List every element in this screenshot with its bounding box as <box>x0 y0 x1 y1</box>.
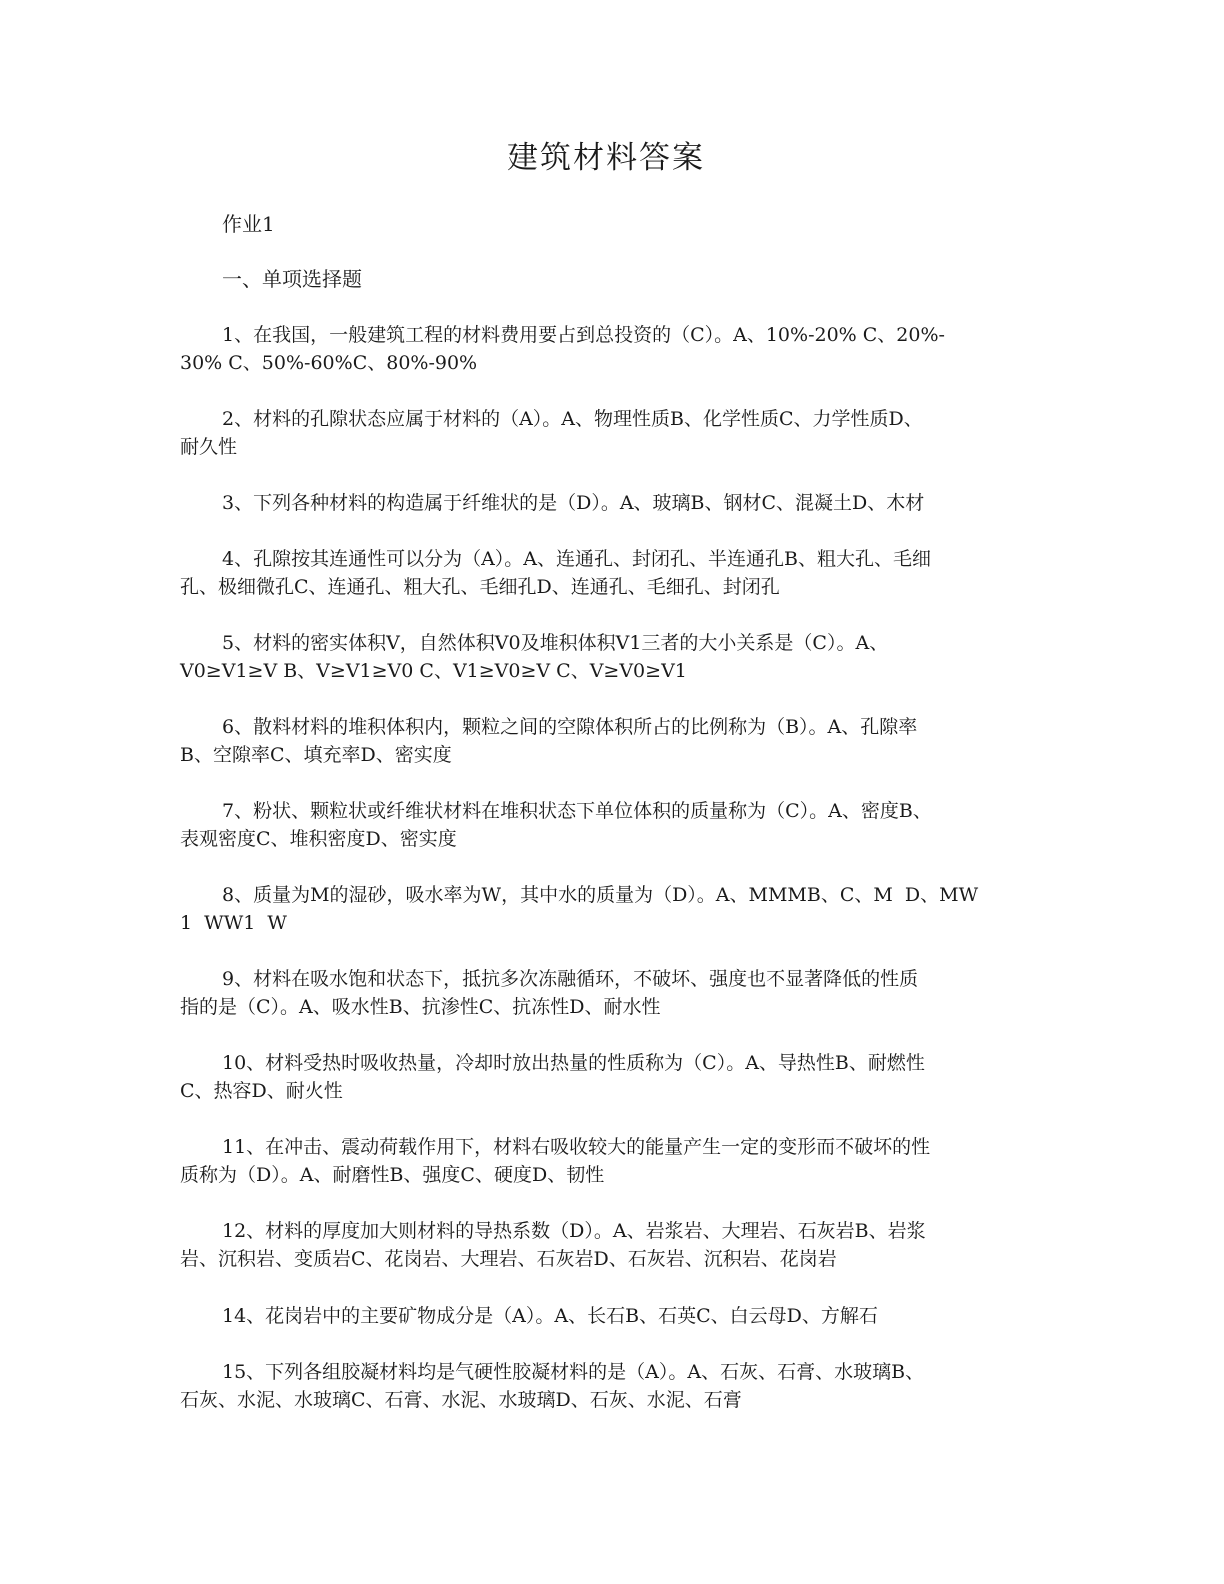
document-title: 建筑材料答案 <box>507 140 705 176</box>
question-6: 6、散料材料的堆积体积内，颗粒之间的空隙体积所占的比例称为（B）。A、孔隙率 B、空隙率C、填充率D、密实度 <box>180 716 918 766</box>
question-8: 8、质量为M的湿砂，吸水率为W，其中水的质量为（D）。A、MMMB、C、M D、MW 1 WW1 W <box>180 884 979 934</box>
section-heading: 一、单项选择题 <box>222 267 362 291</box>
question-2: 2、材料的孔隙状态应属于材料的（A）。A、物理性质B、化学性质C、力学性质D、 耐久性 <box>180 408 923 458</box>
question-14: 14、花岗岩中的主要矿物成分是（A）。A、长石B、石英C、白云母D、方解石 <box>222 1305 878 1327</box>
question-1: 1、在我国，一般建筑工程的材料费用要占到总投资的（C）。A、10%-20% C、20%- 30% C、50%-60%C、80%-90% <box>180 324 945 374</box>
assignment-heading: 作业1 <box>222 212 275 236</box>
question-4: 4、孔隙按其连通性可以分为（A）。A、连通孔、封闭孔、半连通孔B、粗大孔、毛细 孔、极细微孔C、连通孔、粗大孔、毛细孔D、连通孔、毛细孔、封闭孔 <box>180 548 931 598</box>
question-3: 3、下列各种材料的构造属于纤维状的是（D）。A、玻璃B、钢材C、混凝土D、木材 <box>222 492 925 514</box>
question-12: 12、材料的厚度加大则材料的导热系数（D）。A、岩浆岩、大理岩、石灰岩B、岩浆 岩、沉积岩、变质岩C、花岗岩、大理岩、石灰岩D、石灰岩、沉积岩、花岗岩 <box>180 1220 926 1270</box>
question-11: 11、在冲击、震动荷载作用下，材料右吸收较大的能量产生一定的变形而不破坏的性 质称为（D）。A、耐磨性B、强度C、硬度D、韧性 <box>180 1136 931 1186</box>
question-5: 5、材料的密实体积V，自然体积V0及堆积体积V1三者的大小关系是（C）。A、 V0≥V1≥V B、V≥V1≥V0 C、V1≥V0≥V C、V≥V0≥V1 <box>180 632 889 682</box>
question-9: 9、材料在吸水饱和状态下，抵抗多次冻融循环，不破坏、强度也不显著降低的性质 指的是（C）。A、吸水性B、抗渗性C、抗冻性D、耐水性 <box>180 968 919 1018</box>
question-7: 7、粉状、颗粒状或纤维状材料在堆积状态下单位体积的质量称为（C）。A、密度B、 表观密度C、堆积密度D、密实度 <box>180 800 932 850</box>
question-15: 15、下列各组胶凝材料均是气硬性胶凝材料的是（A）。A、石灰、石膏、水玻璃B、 石灰、水泥、水玻璃C、石膏、水泥、水玻璃D、石灰、水泥、石膏 <box>180 1361 925 1411</box>
question-10: 10、材料受热时吸收热量，冷却时放出热量的性质称为（C）。A、导热性B、耐燃性 C、热容D、耐火性 <box>180 1052 925 1102</box>
